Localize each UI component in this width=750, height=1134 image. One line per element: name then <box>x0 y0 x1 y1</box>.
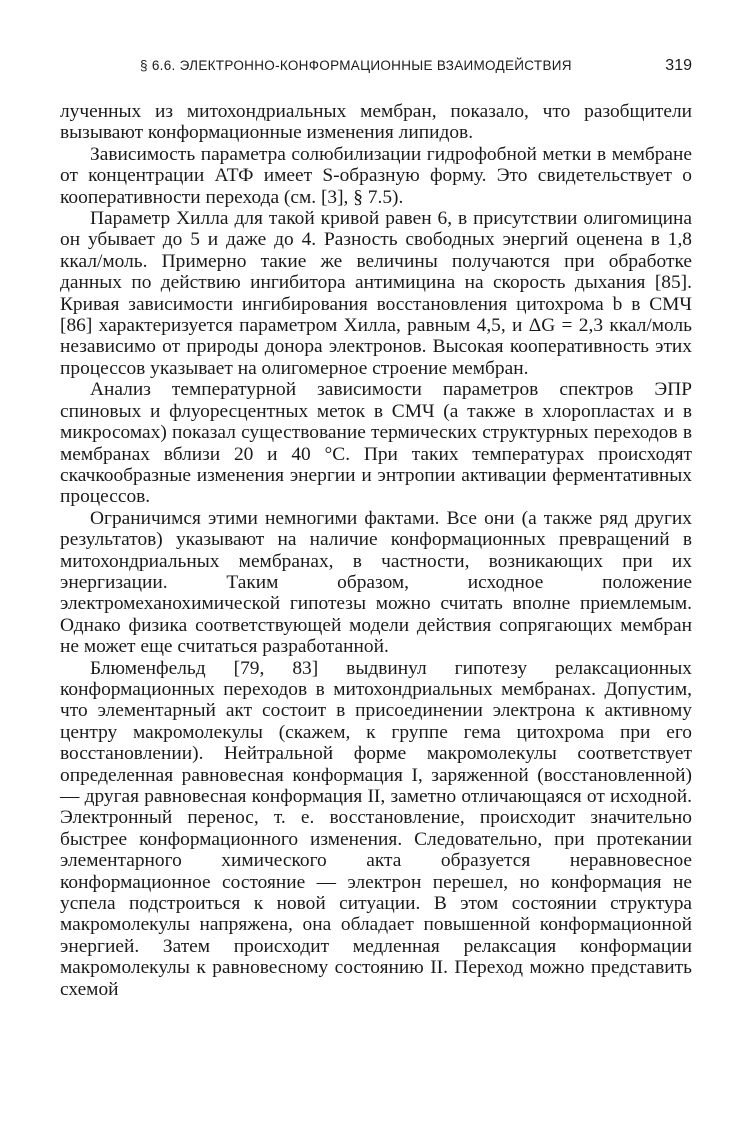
paragraph-solubilization: Зависимость параметра солюбилизации гидрофобной метки в мембране от концентрации АТФ имеет S-образную форму. Это свидетельствует о кооперативности перехода (см. [3], § 7.5). <box>60 143 692 208</box>
paragraph-hill-parameter: Параметр Хилла для такой кривой равен 6, в присутствии олигомицина он убывает до 5 и даже до 4. Разность свободных энергий оценена в 1,8 ккал/моль. Примерно такие же величины получаются при обработке данных по действию ингибитора антимицина на скорость дыхания [85]. Кривая зависимости ингибирования восстановления цитохрома b в СМЧ [86] характеризуется параметром Хилла, равным 4,5, и ΔG = 2,3 ккал/моль независимо от природы донора электронов. Высокая кооперативность этих процессов указывает на олигомерное строение мембран. <box>60 208 692 379</box>
page-number: 319 <box>665 57 692 74</box>
paragraph-blumenfeld-hypothesis: Блюменфельд [79, 83] выдвинул гипотезу релаксационных конформационных переходов в митохондриальных мембранах. Допустим, что элементарный акт состоит в присоединении электрона к активному центру макромолекулы (скажем, к группе гема цитохрома при его восстановлении). Нейтральной форме макромолекулы соответствует определенная равновесная конформация I, заряженной (восстановленной) — другая равновесная конформация II, заметно отличающаяся от исходной. Электронный перенос, т. е. восстановление, происходит значительно быстрее конформационного изменения. Следовательно, при протекании элементарного химического акта образуется неравновесное конформационное состояние — электрон перешел, но конформация не успела подстроиться к новой ситуации. В этом состоянии структура макромолекулы напряжена, она обладает повышенной конформационной энергией. Затем происходит медленная релаксация конформации макромолекулы к равновесному состоянию II. Переход можно представить схемой <box>60 657 692 1000</box>
paragraph-conclusion: Ограничимся этими немногими фактами. Все они (а также ряд других результатов) указывают на наличие конформационных превращений в митохондриальных мембранах, в частности, возникающих при их энергизации. Таким образом, исходное положение электромеханохимической гипотезы можно считать вполне приемлемым. Однако физика соответствующей модели действия сопрягающих мембран не может еще считаться разработанной. <box>60 507 692 658</box>
body-text <box>60 101 692 1000</box>
paragraph-temperature-analysis: Анализ температурной зависимости параметров спектров ЭПР спиновых и флуоресцентных меток в СМЧ (а также в хлоропластах и в микросомах) показал существование термических структурных переходов в мембранах вблизи 20 и 40 °С. При таких температурах происходят скачкообразные изменения энергии и энтропии активации ферментативных процессов. <box>60 379 692 508</box>
running-head <box>60 58 692 82</box>
running-title: § 6.6. ЭЛЕКТРОННО-КОНФОРМАЦИОННЫЕ ВЗАИМОДЕЙСТВИЯ <box>140 58 572 73</box>
paragraph-continuation: лученных из митохондриальных мембран, показало, что разобщители вызывают конформационные изменения липидов. <box>60 101 692 144</box>
